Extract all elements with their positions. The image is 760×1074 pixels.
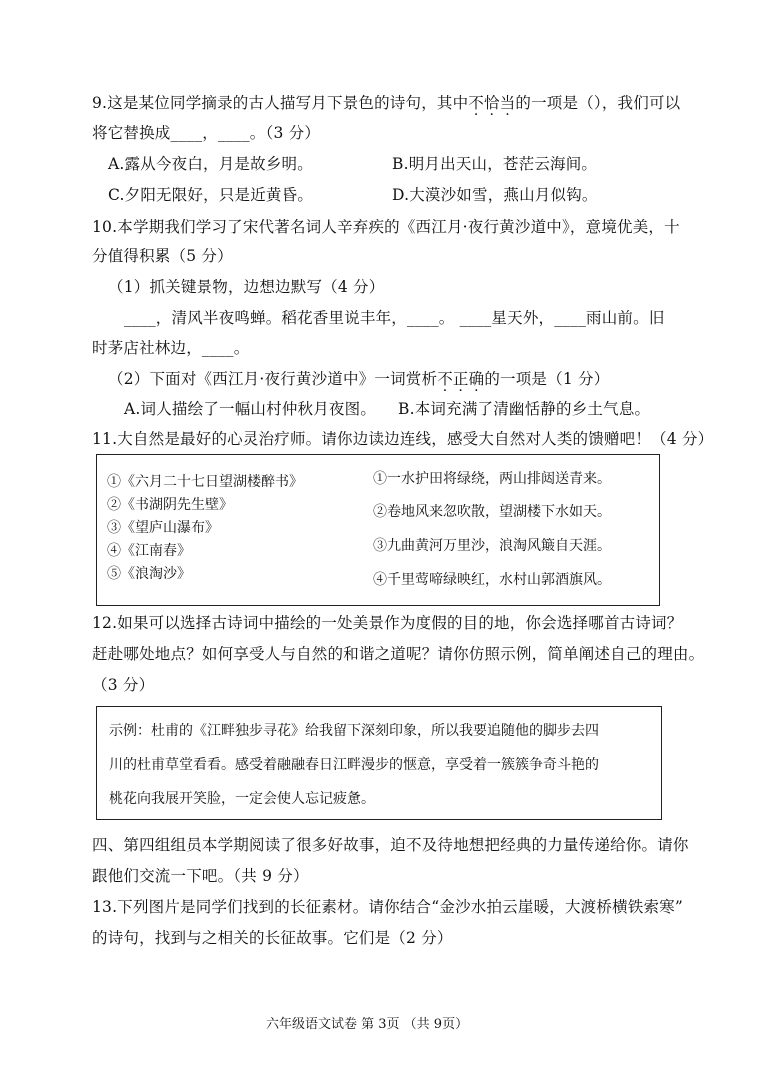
q9-option-c: C.夕阳无限好，只是近黄昏。 <box>108 186 314 204</box>
section4-line2: 跟他们交流一下吧。（共 9 分） <box>92 867 309 885</box>
q9-line2: 将它替换成____，____。（3 分） <box>92 124 321 142</box>
example-line: 桃花向我展开笑脸，一定会使人忘记疲惫。 <box>109 791 375 807</box>
q10-line2: 分值得积累（5 分） <box>92 247 233 265</box>
poem-line-item: ①一水护田将绿绕，两山排闼送青来。 <box>373 471 611 487</box>
example-box <box>96 706 662 820</box>
poem-line-item: ②卷地风来忽吹散，望湖楼下水如天。 <box>373 504 611 520</box>
matching-box <box>96 454 660 606</box>
q13-line1: 13.下列图片是同学们找到的长征素材。请你结合“金沙水拍云崖暖，大渡桥横铁索寒” <box>92 898 684 916</box>
poem-line-item: ④千里莺啼绿映红，水村山郭酒旗风。 <box>373 572 611 588</box>
poem-title-item: ③《望庐山瀑布》 <box>107 520 219 536</box>
emphasis-dot-char: 确 <box>468 370 485 388</box>
poem-title-item: ④《江南春》 <box>107 543 191 559</box>
q9-option-a: A.露从今夜白，月是故乡明。 <box>108 155 313 173</box>
q10-fill2: 时茅店社林边，____。 <box>92 339 250 357</box>
emphasis-dot-char: 正 <box>452 370 469 388</box>
poem-title-item: ⑤《浪淘沙》 <box>107 566 191 582</box>
example-line: 示例：杜甫的《江畔独步寻花》给我留下深刻印象，所以我要追随他的脚步去四 <box>109 723 599 739</box>
q12-line3: （3 分） <box>92 676 155 694</box>
emphasis-dot-char: 恰 <box>484 94 500 112</box>
q9-option-d: D.大漠沙如雪，燕山月似钩。 <box>392 186 598 204</box>
poem-line-item: ③九曲黄河万里沙，浪淘风簸自天涯。 <box>373 538 611 554</box>
emphasis-dot-char: 不 <box>468 94 484 112</box>
section4-line1: 四、第四组组员本学期阅读了很多好故事，迫不及待地想把经典的力量传递给你。请你 <box>92 836 689 854</box>
emphasis-dot-char: 不 <box>437 370 453 388</box>
poem-title-item: ②《书湖阴先生壁》 <box>107 497 233 513</box>
q12-line2: 赶赴哪处地点？如何享受人与自然的和谐之道呢？请你仿照示例，简单阐述自己的理由。 <box>92 645 705 663</box>
page-footer: 六年级语文试卷 第 3页 （共 9页） <box>266 1017 469 1032</box>
q9-line1: 9.这是某位同学摘录的古人描写月下景色的诗句，其中不恰当的一项是（），我们可以 <box>92 94 681 112</box>
q13-line2: 的诗句，找到与之相关的长征故事。它们是（2 分） <box>92 929 453 947</box>
poem-title-item: ①《六月二十七日望湖楼醉书》 <box>107 474 303 490</box>
q10-option-b: B.本词充满了清幽恬静的乡土气息。 <box>398 400 651 418</box>
q10-option-a: A.词人描绘了一幅山村仲秋月夜图。 <box>124 400 377 418</box>
q12-line1: 12.如果可以选择古诗词中描绘的一处美景作为度假的目的地，你会选择哪首古诗词？ <box>92 614 683 632</box>
q9-option-b: B.明月出天山，苍茫云海间。 <box>392 155 598 173</box>
q10-sub2: （2）下面对《西江月·夜行黄沙道中》一词赏析不正确的一项是（1 分） <box>108 370 610 388</box>
emphasis-dot-char: 当 <box>499 94 516 112</box>
q11-line1: 11.大自然是最好的心灵治疗师。请你边读边连线，感受大自然对人类的馈赠吧！（4 分） <box>92 430 714 448</box>
example-line: 川的杜甫草堂看看。感受着融融春日江畔漫步的惬意，享受着一簇簇争奇斗艳的 <box>109 757 599 773</box>
q10-line1: 10.本学期我们学习了宋代著名词人辛弃疾的《西江月·夜行黄沙道中》，意境优美，十 <box>92 218 680 236</box>
q10-fill1: ____，清风半夜鸣蝉。稻花香里说丰年，____。 ____星天外，____雨山前。旧 <box>124 309 665 327</box>
q10-sub1: （1）抓关键景物，边想边默写（4 分） <box>108 278 385 296</box>
